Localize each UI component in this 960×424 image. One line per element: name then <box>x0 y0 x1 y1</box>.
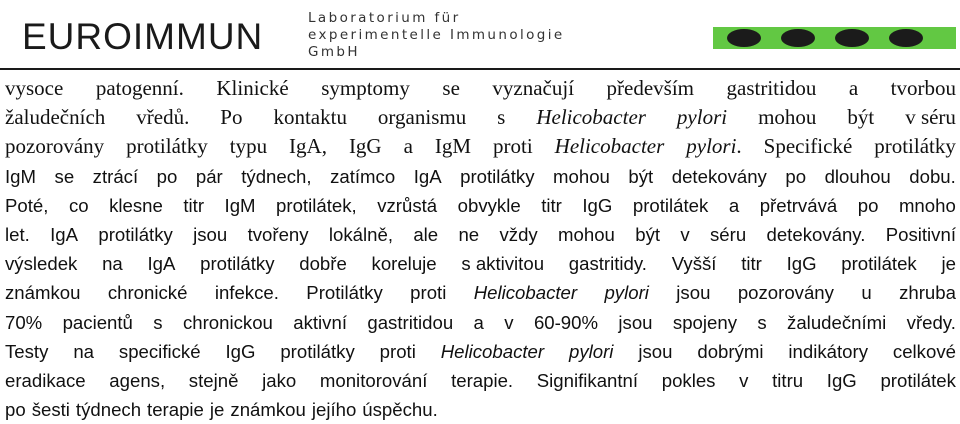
word: pylori. <box>686 134 742 159</box>
word: Klinické <box>216 76 289 100</box>
word: titr <box>183 194 205 216</box>
word: spojeny <box>672 311 737 333</box>
word: vyznačují <box>492 76 575 100</box>
word: mohou <box>758 105 817 130</box>
word: dlouhou <box>824 165 891 187</box>
word: chronické <box>107 282 188 304</box>
word: let. <box>5 223 30 245</box>
word: protilátky <box>200 253 275 275</box>
word: ztrácí <box>92 165 139 187</box>
word: pozorovány <box>737 282 834 304</box>
word: v <box>504 311 514 333</box>
word: gastritidou <box>367 311 454 333</box>
word: je <box>209 399 225 421</box>
word: jsou <box>618 311 653 333</box>
word: IgA, <box>289 134 327 159</box>
word: mnoho <box>898 194 956 216</box>
word: pacientů <box>62 311 133 333</box>
word: specifické <box>118 340 201 362</box>
text-line <box>5 308 956 337</box>
word: dobu. <box>909 165 956 187</box>
word: titr <box>741 253 762 275</box>
word: tvořeny <box>247 223 309 245</box>
word: na <box>102 253 123 275</box>
word: přetrvává <box>759 194 838 216</box>
word: známkou <box>5 282 81 304</box>
lab-line: experimentelle Immunologie <box>308 27 565 43</box>
lab-line: GmbH <box>308 44 360 60</box>
word: titr <box>541 194 562 216</box>
logo-dot-icon <box>889 29 923 47</box>
word: obvykle <box>457 194 521 216</box>
lab-line: Laboratorium für <box>308 10 461 26</box>
word: s aktivitou <box>461 253 545 275</box>
word: IgG <box>348 134 382 159</box>
word: pár <box>195 165 223 187</box>
page-header <box>0 0 960 66</box>
word: být <box>847 105 875 130</box>
word: proti <box>410 282 447 304</box>
word: Po <box>220 105 243 130</box>
word: s <box>757 311 767 333</box>
word: protilátky <box>874 134 956 159</box>
word: po <box>5 399 26 421</box>
word: stejně <box>188 369 239 391</box>
word: se <box>442 76 460 100</box>
word: v <box>680 223 690 245</box>
word: týdnech <box>75 399 142 421</box>
text-line <box>5 366 956 395</box>
logo-dot-icon <box>781 29 815 47</box>
word: eradikace <box>5 369 86 391</box>
word: s <box>497 105 506 130</box>
word: detekovány <box>671 165 767 187</box>
word: žaludečních <box>5 105 106 130</box>
word: protilátek, <box>276 194 357 216</box>
word: ale <box>413 223 439 245</box>
word: úspěchu. <box>362 399 438 421</box>
word: koreluje <box>371 253 437 275</box>
word: IgG <box>225 340 256 362</box>
header-divider <box>0 68 960 70</box>
word: 70% <box>5 311 43 333</box>
word: IgA <box>413 165 442 187</box>
word: detekovány. <box>766 223 866 245</box>
word: agens, <box>109 369 166 391</box>
word: protilátky <box>280 340 355 362</box>
word: vředy. <box>906 311 956 333</box>
word: IgM <box>5 165 36 187</box>
word: protilátek <box>632 194 709 216</box>
logo-dot-icon <box>727 29 761 47</box>
text-line <box>5 249 956 278</box>
word: po <box>857 194 879 216</box>
word: symptomy <box>321 76 410 100</box>
word: co <box>68 194 89 216</box>
logo-dots-bar <box>713 27 956 49</box>
text-line <box>5 132 956 161</box>
word: po <box>156 165 178 187</box>
text-line <box>5 74 956 103</box>
word: patogenní. <box>95 76 184 100</box>
word: známkou <box>230 399 306 421</box>
word: po <box>785 165 807 187</box>
word: zhruba <box>899 282 956 304</box>
word: IgM <box>434 134 472 159</box>
word: týdnech, <box>241 165 312 187</box>
text-line <box>5 337 956 366</box>
word: klesne <box>109 194 163 216</box>
word: pylori <box>569 340 614 362</box>
word: proti <box>493 134 533 159</box>
word: se <box>54 165 75 187</box>
word: především <box>606 76 695 100</box>
word: organismu <box>377 105 467 130</box>
word: v séru <box>905 105 956 130</box>
word: pylori <box>604 282 649 304</box>
word: IgG <box>826 369 857 391</box>
word: Helicobacter <box>554 134 665 159</box>
word: protilátek <box>880 369 956 391</box>
word: je <box>941 253 956 275</box>
word: IgG <box>786 253 817 275</box>
word: jsou <box>193 223 228 245</box>
word: protilátek <box>841 253 917 275</box>
word: jejího <box>311 399 357 421</box>
word: Helicobacter <box>536 105 646 130</box>
word: na <box>73 340 94 362</box>
word: Helicobacter <box>440 340 545 362</box>
word: v <box>739 369 749 391</box>
word: titru <box>772 369 804 391</box>
brand-name: EUROIMMUN <box>22 16 264 57</box>
word: IgA <box>50 223 79 245</box>
word: mohou <box>558 223 615 245</box>
word: typu <box>229 134 268 159</box>
word: tvorbou <box>890 76 956 100</box>
word: být <box>628 165 654 187</box>
word: proti <box>379 340 416 362</box>
text-line <box>5 162 956 191</box>
word: jsou <box>638 340 673 362</box>
lab-name <box>308 10 565 61</box>
word: Poté, <box>5 194 49 216</box>
word: vysoce <box>5 76 64 100</box>
text-line <box>5 191 956 220</box>
word: Testy <box>5 340 49 362</box>
word: dobrými <box>697 340 764 362</box>
word: pokles <box>661 369 716 391</box>
word: monitorování <box>319 369 428 391</box>
word: ne <box>458 223 480 245</box>
word: pylori <box>676 105 728 130</box>
word: mohou <box>553 165 610 187</box>
word: terapie <box>147 399 204 421</box>
word: šesti <box>31 399 70 421</box>
word: dobře <box>299 253 347 275</box>
word: terapie. <box>451 369 514 391</box>
word: u <box>861 282 872 304</box>
word: protilátky <box>460 165 535 187</box>
word: aktivní <box>293 311 347 333</box>
word: a <box>403 134 413 159</box>
word: chronickou <box>182 311 273 333</box>
word: celkové <box>892 340 956 362</box>
document-body <box>5 74 956 424</box>
word: Signifikantní <box>536 369 639 391</box>
word: Vyšší <box>671 253 717 275</box>
word: Positivní <box>885 223 956 245</box>
word: Specifické <box>763 134 853 159</box>
word: IgA <box>147 253 176 275</box>
word: zatímco <box>330 165 396 187</box>
word: Helicobacter <box>473 282 578 304</box>
word: indikátory <box>788 340 868 362</box>
word: a <box>728 194 740 216</box>
word: vzrůstá <box>377 194 438 216</box>
word: vředů. <box>136 105 190 130</box>
text-line <box>5 103 956 132</box>
word: a <box>473 311 484 333</box>
text-line <box>5 220 956 249</box>
logo-dot-icon <box>835 29 869 47</box>
text-line <box>5 395 956 424</box>
word: a <box>848 76 859 100</box>
word: IgG <box>582 194 613 216</box>
word: výsledek <box>5 253 78 275</box>
word: séru <box>710 223 747 245</box>
word: protilátky <box>126 134 208 159</box>
word: s <box>153 311 163 333</box>
word: gastritidou <box>726 76 817 100</box>
text-line <box>5 278 956 307</box>
word: lokálně, <box>328 223 393 245</box>
word: vždy <box>499 223 538 245</box>
word: gastritidy. <box>568 253 647 275</box>
word: být <box>635 223 661 245</box>
word: Protilátky <box>306 282 383 304</box>
word: 60-90% <box>533 311 599 333</box>
word: jsou <box>676 282 711 304</box>
word: žaludečními <box>787 311 887 333</box>
word: jako <box>262 369 297 391</box>
word: pozorovány <box>5 134 105 159</box>
word: infekce. <box>214 282 279 304</box>
word: protilátky <box>98 223 173 245</box>
word: IgM <box>224 194 256 216</box>
word: kontaktu <box>273 105 347 130</box>
